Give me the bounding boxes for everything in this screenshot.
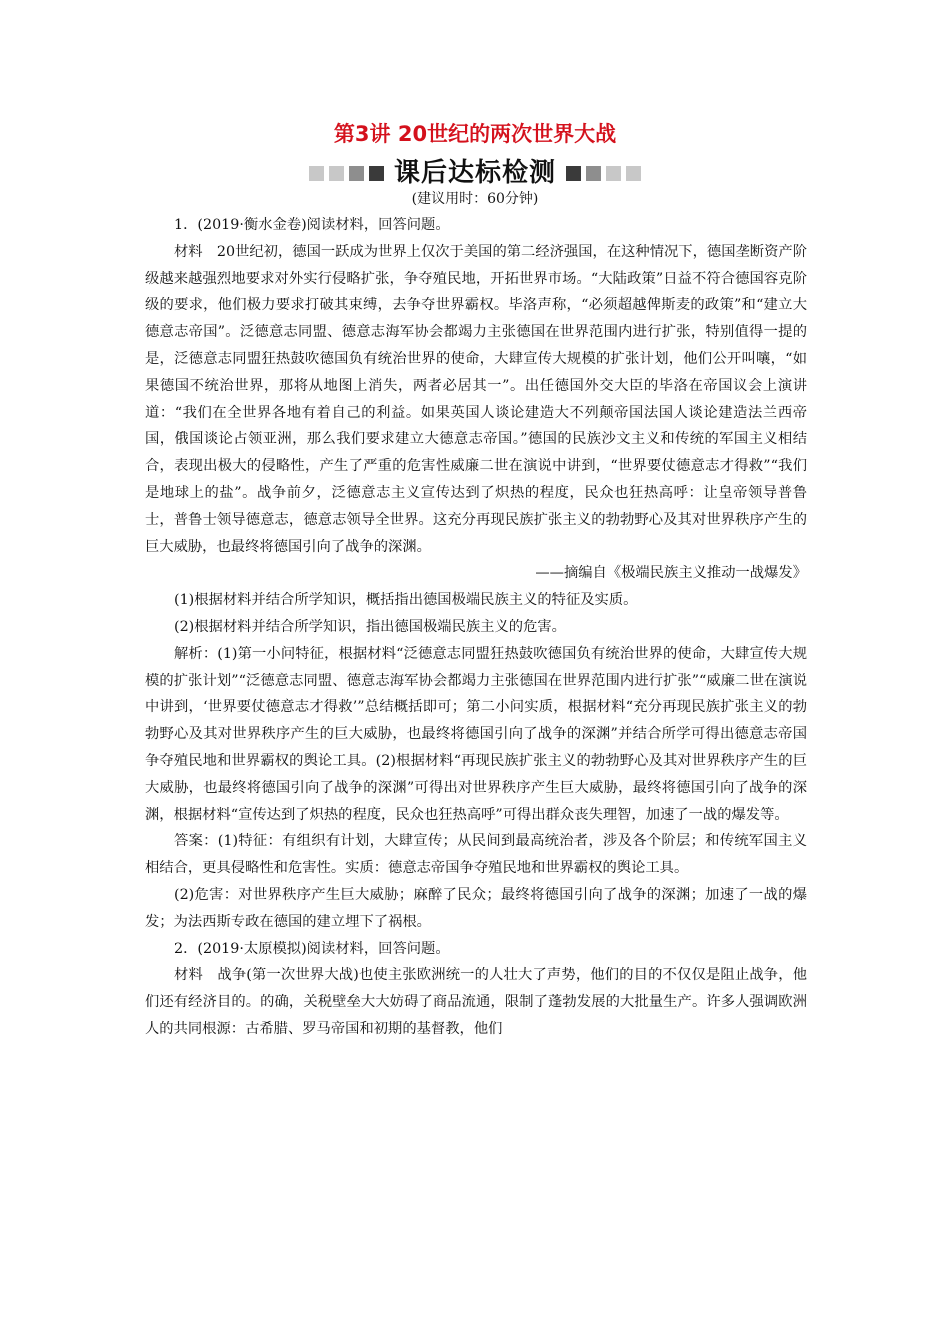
- question-1-sub-1: (1)根据材料并结合所学知识，概括指出德国极端民族主义的特征及实质。: [174, 592, 638, 609]
- time-note: (建议用时：60分钟): [411, 191, 539, 207]
- square-icon: [566, 166, 581, 181]
- material-source: ——摘编自《极端民族主义推动一战爆发》: [535, 565, 807, 582]
- banner-squares-left: [309, 166, 384, 181]
- page-title: 第3讲 20世纪的两次世界大战: [333, 122, 617, 146]
- question-1-sub-2: (2)根据材料并结合所学知识，指出德国极端民族主义的危害。: [174, 618, 566, 635]
- question-1-answer-2: (2)危害：对世界秩序产生巨大威胁；麻醉了民众；最终将德国引向了战争的深渊；加速了一战的爆发；为法西斯专政在德国的建立埋下了祸根。: [145, 886, 807, 930]
- square-icon: [606, 166, 621, 181]
- question-2-material: 材料 战争(第一次世界大战)也使主张欧洲统一的人壮大了声势，他们的目的不仅仅是阻止战争，他们还有经济目的。的确，关税壁垒大大妨碍了商品流通，限制了蓬勃发展的大批量生产。许多人强调欧洲人的共同根源：古希腊、罗马帝国和初期的基督教，他们: [145, 967, 807, 1037]
- square-icon: [586, 166, 601, 181]
- banner-squares-right: [566, 166, 641, 181]
- square-icon: [626, 166, 641, 181]
- section-banner: [0, 156, 950, 190]
- question-1-answer-1: 答案：(1)特征：有组织有计划，大肆宣传；从民间到最高统治者，涉及各个阶层；和传统军国主义相结合，更具侵略性和危害性。实质：德意志帝国争夺殖民地和世界霸权的舆论工具。: [145, 833, 807, 877]
- question-2-stem: 2．(2019·太原模拟)阅读材料，回答问题。: [174, 940, 450, 957]
- question-1-material: 材料 20世纪初，德国一跃成为世界上仅次于美国的第二经济强国，在这种情况下，德国垄断资产阶级越来越强烈地要求对外实行侵略扩张，争夺殖民地，开拓世界市场。“大陆政策”日益不符合德国容克阶级的要求，他们极力要求打破其束缚，去争夺世界霸权。毕洛声称，“必须超越俾斯麦的政策”和“建立大德意志帝国”。泛德意志同盟、德意志海军协会都竭力主张德国在世界范围内进行扩张，特别值得一提的是，泛德意志同盟狂热鼓吹德国负有统治世界的使命，大肆宣传大规模的扩张计划，他们公开叫嚷，“如果德国不统治世界，那将从地图上消失，两者必居其一”。出任德国外交大臣的毕洛在帝国议会上演讲道：“我们在全世界各地有着自己的利益。如果英国人谈论建造大不列颠帝国法国人谈论建造法兰西帝国，俄国谈论占领亚洲，那么我们要求建立大德意志帝国。”德国的民族沙文主义和传统的军国主义相结合，表现出极大的侵略性，产生了严重的危害性威廉二世在演说中讲到，“世界要仗德意志才得救”“我们是地球上的盐”。战争前夕，泛德意志主义宣传达到了炽热的程度，民众也狂热高呼：让皇帝领导普鲁士，普鲁士领导德意志，德意志领导全世界。这充分再现民族扩张主义的勃勃野心及其对世界秩序产生的巨大威胁，也最终将德国引向了战争的深渊。: [145, 243, 807, 555]
- question-1-stem: 1．(2019·衡水金卷)阅读材料，回答问题。: [174, 217, 450, 233]
- square-icon: [349, 166, 364, 181]
- banner-title: 课后达标检测: [393, 158, 556, 188]
- document-body: [145, 212, 807, 1043]
- square-icon: [329, 166, 344, 181]
- square-icon: [369, 166, 384, 181]
- question-1-analysis: 解析：(1)第一小问特征，根据材料“泛德意志同盟狂热鼓吹德国负有统治世界的使命，大肆宣传大规模的扩张计划”“泛德意志同盟、德意志海军协会都竭力主张德国在世界范围内进行扩张”“威廉二世在演说中讲到，‘世界要仗德意志才得救’”总结概括即可；第二小问实质，根据材料“充分再现民族扩张主义的勃勃野心及其对世界秩序产生的巨大威胁，也最终将德国引向了战争的深渊”并结合所学可得出德意志帝国争夺殖民地和世界霸权的舆论工具。(2)根据材料“再现民族扩张主义的勃勃野心及其对世界秩序产生的巨大威胁，也最终将德国引向了战争的深渊”可得出对世界秩序产生巨大威胁，最终将德国引向了战争的深渊，根据材料“宣传达到了炽热的程度，民众也狂热高呼”可得出群众丧失理智，加速了一战的爆发等。: [145, 645, 807, 823]
- square-icon: [309, 166, 324, 181]
